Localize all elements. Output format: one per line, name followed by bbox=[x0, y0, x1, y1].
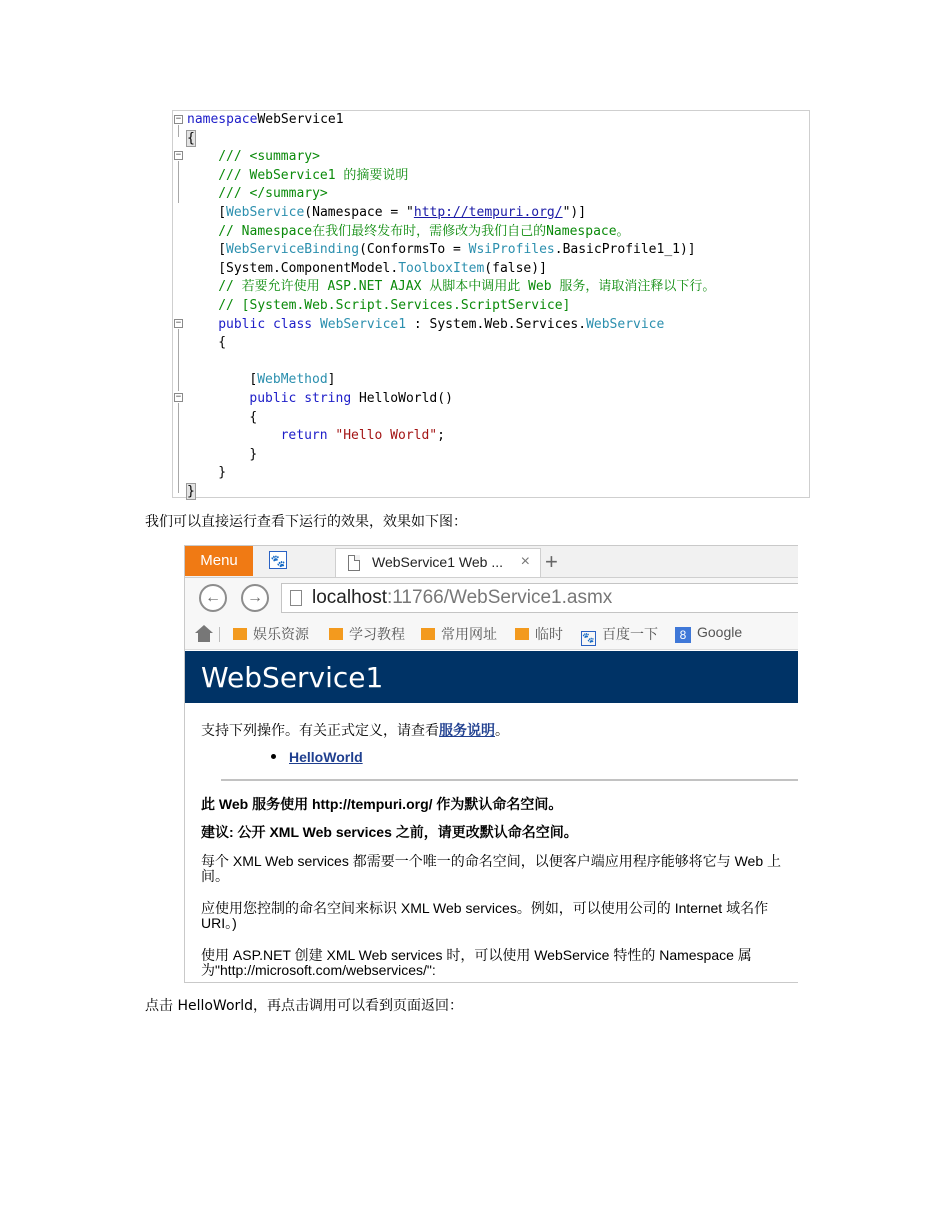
fold-toggle-icon[interactable]: − bbox=[175, 114, 182, 124]
service-description-link[interactable]: 服务说明 bbox=[439, 722, 495, 738]
folder-icon bbox=[515, 628, 529, 640]
google-icon: 8 bbox=[675, 627, 691, 643]
bookmark-folder-common-sites[interactable]: 常用网址 bbox=[421, 624, 497, 644]
fold-guide bbox=[178, 329, 179, 391]
page-icon bbox=[290, 590, 302, 606]
service-banner bbox=[185, 651, 798, 703]
text-caret bbox=[195, 485, 196, 499]
code-line: [WebServiceBinding(ConformsTo = WsiProfiles.BasicProfile1_1)] bbox=[218, 242, 696, 258]
address-toolbar bbox=[185, 578, 798, 618]
fold-guide bbox=[178, 403, 179, 463]
fold-toggle-icon[interactable]: − bbox=[175, 318, 182, 328]
code-line: public string HelloWorld() bbox=[249, 391, 453, 406]
code-line: namespaceWebService1 bbox=[187, 112, 344, 127]
tab-webservice1[interactable] bbox=[335, 548, 541, 578]
baidu-paw-icon[interactable]: 🐾 bbox=[269, 551, 287, 569]
bookmark-folder-temp[interactable]: 临时 bbox=[515, 624, 563, 644]
paragraph-run-intro: 我们可以直接运行查看下运行的效果，效果如下图： bbox=[145, 514, 467, 530]
code-line: // 若要允许使用 ASP.NET AJAX 从脚本中调用此 Web 服务，请取消注释以下行。 bbox=[218, 279, 716, 295]
forward-button[interactable]: → bbox=[241, 584, 269, 612]
browser-screenshot bbox=[184, 545, 798, 983]
code-line: return "Hello World"; bbox=[280, 428, 445, 444]
home-icon-body[interactable] bbox=[198, 633, 210, 642]
document-icon bbox=[348, 555, 360, 571]
code-line: /// </summary> bbox=[218, 186, 328, 202]
code-line: /// <summary> bbox=[218, 149, 320, 165]
code-line: // [System.Web.Script.Services.ScriptService] bbox=[218, 298, 571, 313]
fold-guide bbox=[178, 161, 179, 203]
code-line: } bbox=[187, 484, 195, 499]
url-text: localhost:11766/WebService1.asmx bbox=[312, 587, 613, 608]
folder-icon bbox=[421, 628, 435, 640]
explanation-line: URI。) bbox=[201, 915, 237, 931]
explanation-line: 每个 XML Web services 都需要一个唯一的命名空间，以便客户端应用程序能够将它与 Web 上 bbox=[201, 853, 782, 869]
back-button[interactable]: ← bbox=[199, 584, 227, 612]
code-line: { bbox=[218, 335, 227, 351]
operation-list-item bbox=[289, 749, 363, 765]
tab-bar bbox=[185, 546, 798, 578]
explanation-line: 应使用您控制的命名空间来标识 XML Web services。例如，可以使用公司的 Internet 域名作 bbox=[201, 900, 769, 916]
url-input[interactable] bbox=[281, 583, 798, 613]
fold-toggle-icon[interactable]: − bbox=[175, 150, 182, 160]
code-line: [WebMethod] bbox=[249, 372, 336, 388]
code-gutter bbox=[173, 111, 186, 497]
menu-button[interactable]: Menu bbox=[185, 546, 253, 576]
code-line: public class WebService1 : System.Web.Services.WebService bbox=[218, 316, 665, 332]
code-line: { bbox=[249, 409, 258, 425]
new-tab-icon[interactable]: + bbox=[545, 549, 558, 574]
code-line: } bbox=[218, 465, 227, 481]
home-icon[interactable] bbox=[195, 625, 213, 633]
fold-toggle-icon[interactable]: − bbox=[175, 392, 182, 402]
folder-icon bbox=[329, 628, 343, 640]
intro-text: 支持下列操作。有关正式定义，请查看服务说明。 bbox=[201, 722, 509, 738]
bookmark-folder-entertainment[interactable]: 娱乐资源 bbox=[233, 624, 309, 644]
service-title: WebService1 bbox=[201, 661, 384, 694]
helloworld-link[interactable]: HelloWorld bbox=[289, 749, 363, 765]
code-editor-figure bbox=[172, 110, 810, 498]
namespace-recommendation: 建议: 公开 XML Web services 之前，请更改默认命名空间。 bbox=[201, 824, 578, 840]
code-line: } bbox=[249, 446, 258, 462]
explanation-line: 使用 ASP.NET 创建 XML Web services 时，可以使用 WebService 特性的 Namespace 属 bbox=[201, 947, 752, 963]
bullet bbox=[271, 754, 276, 759]
bookmark-folder-learning[interactable]: 学习教程 bbox=[329, 624, 405, 644]
code-line: { bbox=[187, 130, 195, 146]
fold-guide bbox=[178, 125, 179, 137]
divider bbox=[221, 779, 798, 781]
code-line: /// WebService1 的摘要说明 bbox=[218, 167, 409, 183]
fold-guide bbox=[178, 463, 179, 493]
namespace-warning: 此 Web 服务使用 http://tempuri.org/ 作为默认命名空间。 bbox=[201, 796, 563, 812]
folder-icon bbox=[233, 628, 247, 640]
paragraph-click-hello: 点击 HelloWorld，再点击调用可以看到页面返回： bbox=[145, 998, 464, 1014]
baidu-paw-icon: 🐾 bbox=[582, 633, 595, 644]
code-line: [System.ComponentModel.ToolboxItem(false)] bbox=[218, 260, 547, 276]
explanation-line: 间。 bbox=[201, 868, 229, 884]
explanation-line: 为"http://microsoft.com/webservices/": bbox=[201, 962, 436, 978]
bookmark-google[interactable]: 8 Google bbox=[675, 624, 742, 643]
bookmark-separator bbox=[219, 627, 220, 642]
bookmark-baidu[interactable]: 🐾 百度一下 bbox=[582, 626, 658, 644]
close-tab-icon[interactable]: × bbox=[520, 553, 530, 570]
tab-title: WebService1 Web ... bbox=[372, 554, 503, 570]
code-line: // Namespace在我们最终发布时，需修改为我们自己的Namespace。 bbox=[218, 223, 630, 239]
bookmarks-bar bbox=[185, 618, 798, 650]
code-line: [WebService(Namespace = "http://tempuri.org/")] bbox=[218, 205, 587, 220]
